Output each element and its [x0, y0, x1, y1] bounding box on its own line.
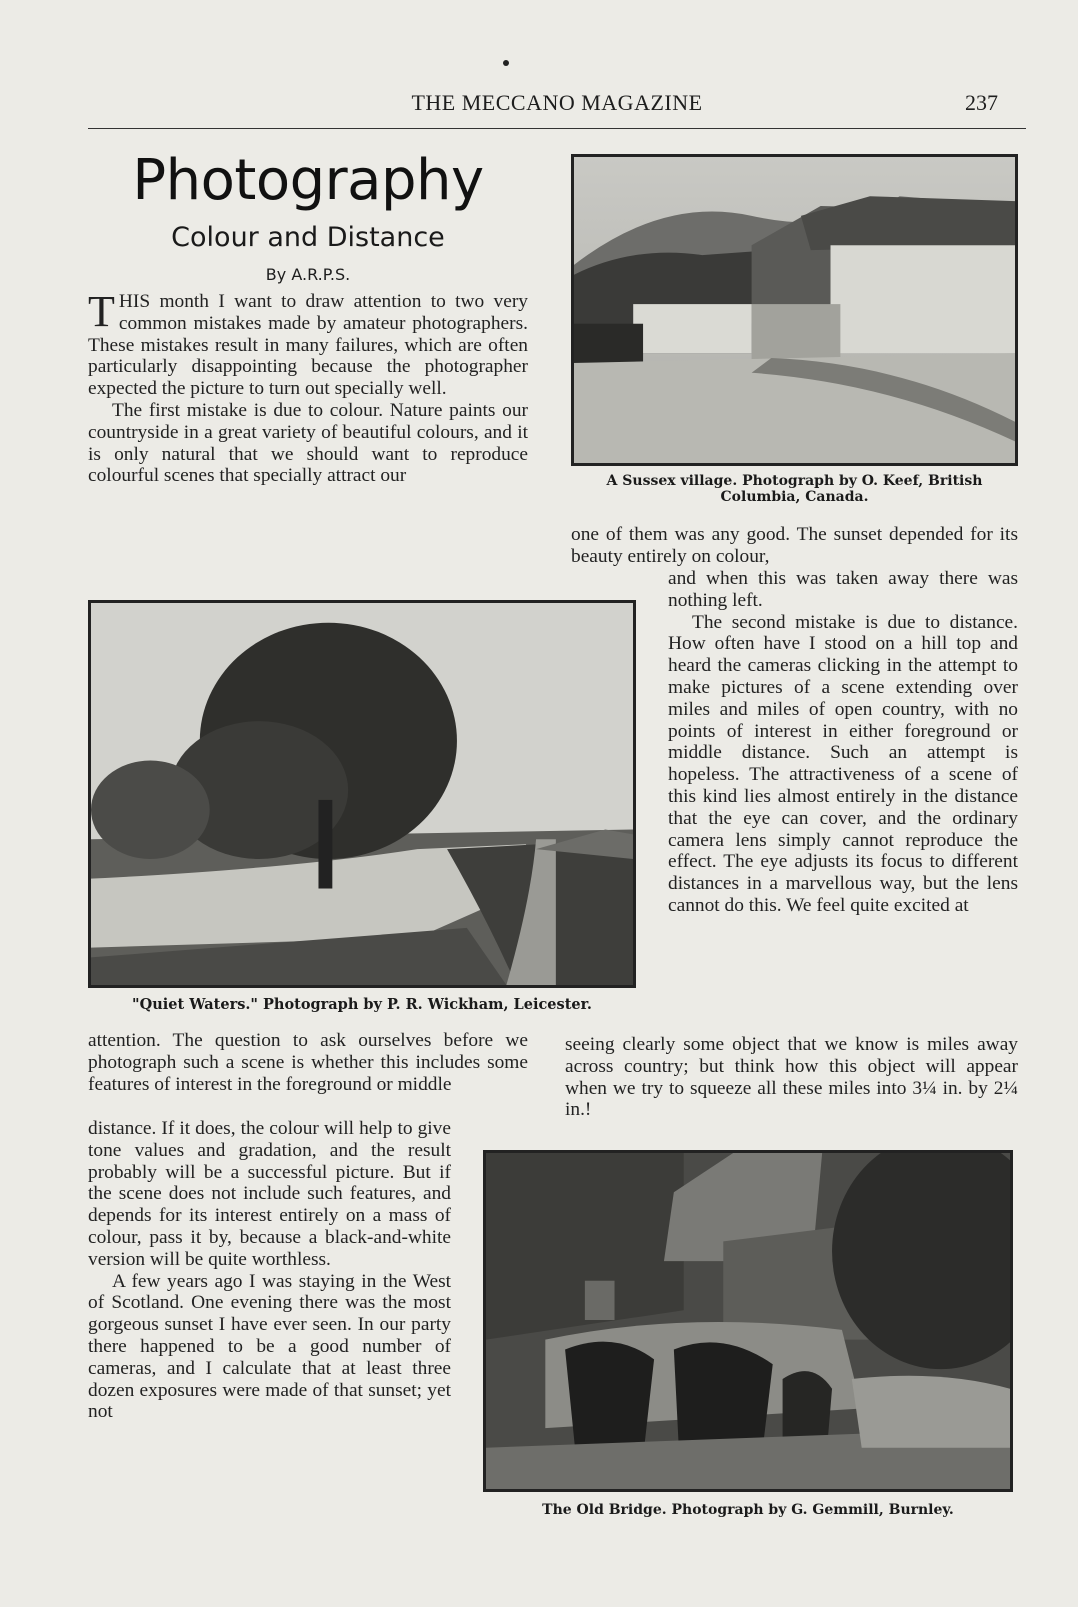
ink-dot — [503, 60, 509, 66]
paragraph-sunset-cont: one of them was any good. The sunset depended for its beauty entirely on colour, — [571, 524, 1018, 567]
article-subtitle: Colour and Distance — [171, 222, 445, 253]
page-number: 237 — [965, 90, 998, 115]
article-title: Photography — [132, 148, 484, 213]
paragraph-colour: The first mistake is due to colour. Nature paints our countryside in a great variety of beautiful colours, and it is only natural that we should want to reproduce colourful scenes that specially attract our — [88, 399, 528, 487]
paragraph-sunset: A few years ago I was staying in the West of Scotland. One evening there was the most gorgeous sunset I have ever seen. In our party there happened to be a good number of cameras, and I calculate that at least three dozen exposures were made of that sunset; yet not — [88, 1270, 451, 1423]
article-byline: By A.R.P.S. — [265, 265, 351, 284]
photo-sussex-village — [571, 154, 1018, 466]
paragraph-distance: The second mistake is due to distance. How often have I stood on a hill top and heard the cameras clicking in the attempt to make pictures of a scene extending over miles and miles of open country, with no points of interest in either foreground or middle distance. Such an attempt is hopeless. The attractiveness of a scene of this kind lies almost entirely in the distance that the eye can cover, and the ordinary camera lens simply cannot reproduce the effect. The eye adjusts its focus to different distances in a marvellous way, but the lens cannot do this. We feel quite excited at — [668, 611, 1018, 916]
text-block-right-bottom — [565, 1034, 1018, 1121]
text-block-right-middle — [668, 568, 1018, 917]
paragraph-sunset-end: and when this was taken away there was nothing left. — [668, 568, 1018, 611]
drop-cap: T — [88, 287, 115, 336]
caption-quiet-waters: "Quiet Waters." Photograph by P. R. Wickham, Leicester. — [132, 996, 592, 1013]
photo-quiet-waters — [88, 600, 636, 988]
sussex-village-image — [574, 157, 1015, 463]
caption-sussex-village: A Sussex village. Photograph by O. Keef, British Columbia, Canada. — [606, 473, 983, 505]
photo-old-bridge — [483, 1150, 1013, 1492]
text-block-left-top — [88, 287, 528, 487]
old-bridge-image — [486, 1153, 1010, 1489]
page-header — [88, 88, 1026, 129]
paragraph-colour-cont: attention. The question to ask ourselves before we photograph such a scene is whether this includes some features of interest in the foreground or middle — [88, 1030, 528, 1095]
caption-old-bridge: The Old Bridge. Photograph by G. Gemmill, Burnley. — [542, 1502, 954, 1518]
text-block-right-top — [571, 524, 1018, 568]
paragraph-distance-end: seeing clearly some object that we know is miles away across country; but think how this object will appear when we try to squeeze all these miles into 3¼ in. by 2¼ in.! — [565, 1034, 1018, 1121]
quiet-waters-image — [91, 603, 633, 985]
magazine-title: THE MECCANO MAGAZINE — [411, 90, 703, 115]
paragraph-colour-end: distance. If it does, the colour will help to give tone values and gradation, and the result probably will be a successful picture. But if the scene does not include such features, and depends for its interest entirely on a mass of colour, pass it by, because a black-and-white version will be quite worthless. — [88, 1118, 451, 1270]
paragraph-intro: THIS month I want to draw attention to two very common mistakes made by amateur photographers. These mistakes result in many failures, which are often particularly disappointing because the photographer expected the picture to turn out specially well. — [88, 287, 528, 400]
text-block-left-middle — [88, 1030, 528, 1095]
text-block-left-bottom — [88, 1118, 451, 1423]
